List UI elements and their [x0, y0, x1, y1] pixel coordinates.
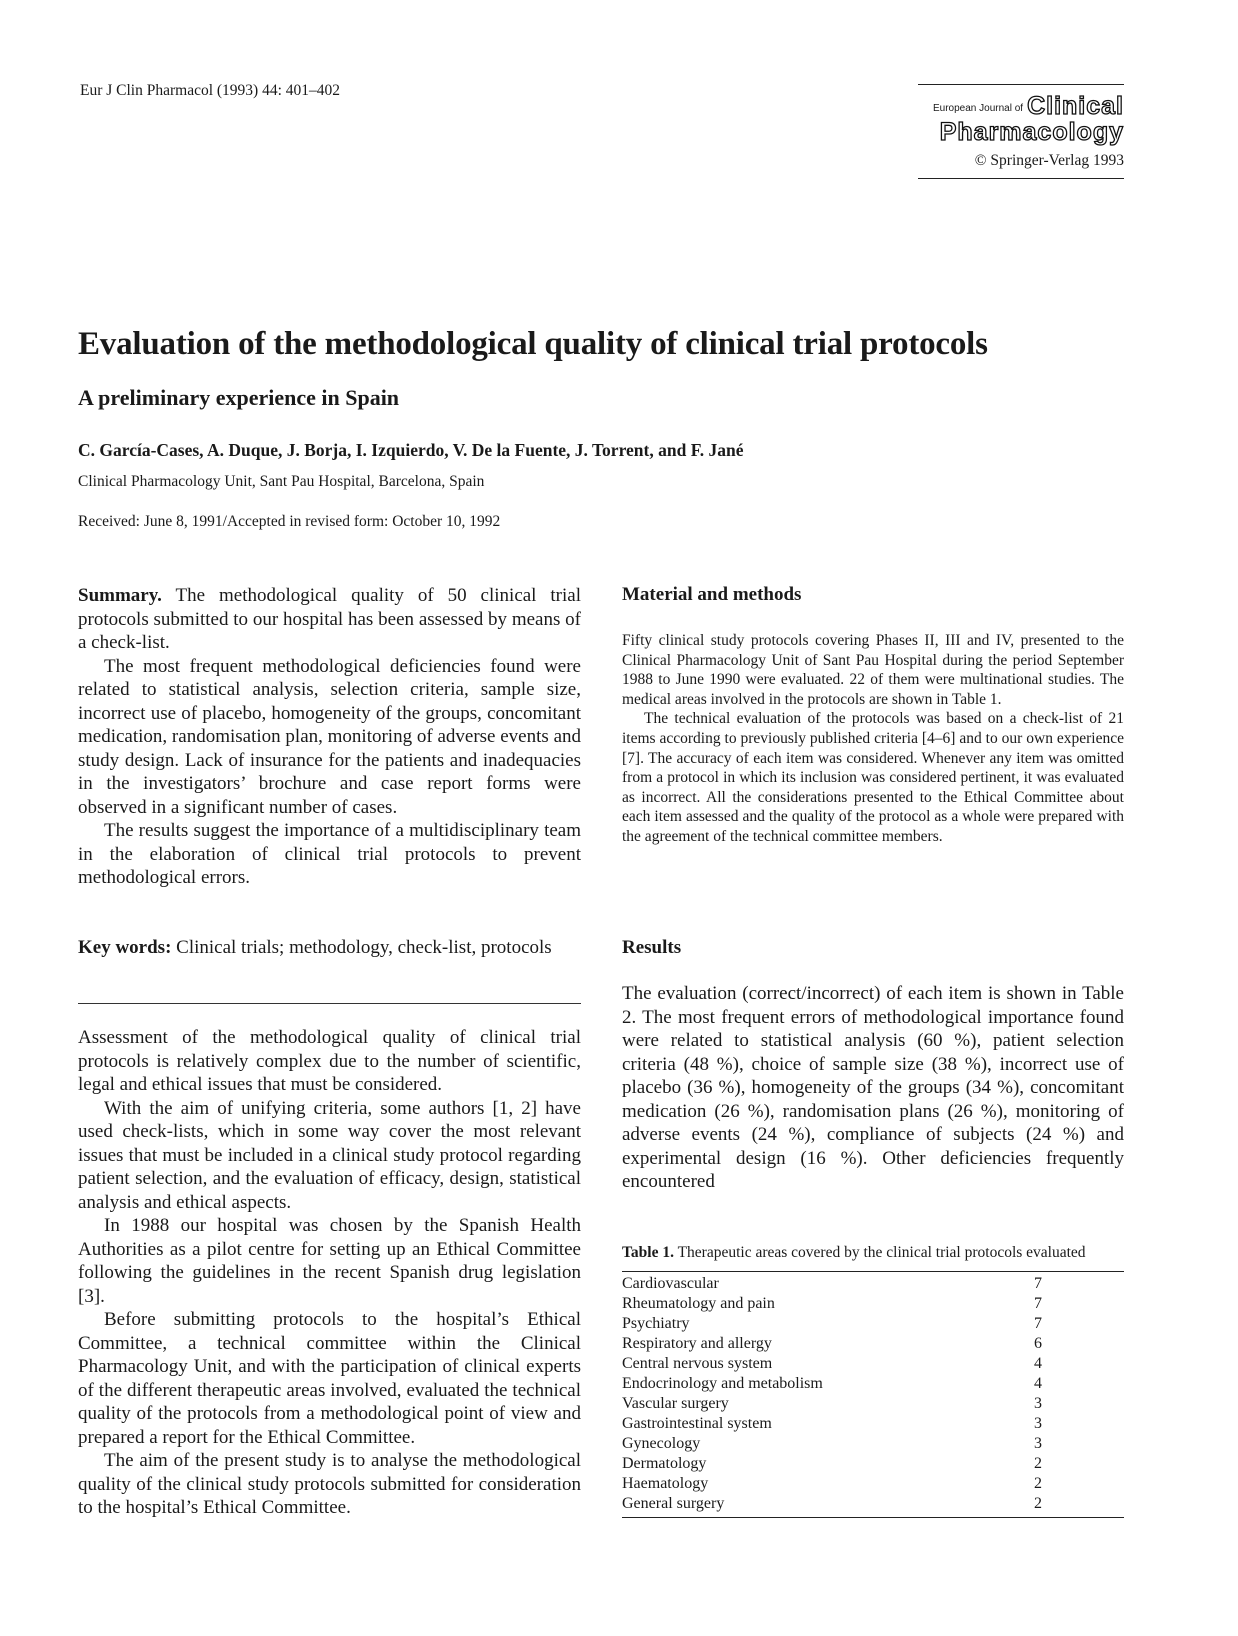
table-row: [622, 1454, 1124, 1474]
body-paragraph: The aim of the present study is to analyse the methodological quality of the clinical study protocols submitted for consideration to the hospital’s Ethical Committee.: [78, 1450, 581, 1518]
table-caption: [622, 1243, 1124, 1263]
body-paragraph: The technical evaluation of the protocols was based on a check-list of 21 items according to previously published criteria [4–6] and to our own experience [7]. The accuracy of each item was considered. Whenever any item was omitted from a protocol in which its inclusion was considered pertinent, it was evaluated as incorrect. All the considerations presented to the Ethical Committee about each item assessed and the quality of the protocol as a whole were prepared with the agreement of the technical committee members.: [622, 710, 1124, 845]
summary-text: The methodological quality of 50 clinical trial protocols submitted to our hospital has been assessed by means of a check-list.: [78, 585, 581, 653]
summary-paragraph: The most frequent methodological deficiencies found were related to statistical analysis, selection criteria, sample size, incorrect use of placebo, homogeneity of the groups, concomitant medication, randomisation plan, monitoring of adverse events and study design. Lack of insurance for the patients and inadequacies in the investigators’ brochure and case report forms were observed in a significant number of cases.: [78, 655, 581, 818]
therapeutic-area-cell: Vascular surgery: [622, 1394, 729, 1412]
journal-word-pharmacology: Pharmacology: [939, 118, 1124, 146]
journal-citation: Eur J Clin Pharmacol (1993) 44: 401–402: [80, 82, 341, 99]
table-row: [622, 1394, 1124, 1414]
summary-paragraph: The results suggest the importance of a multidisciplinary team in the elaboration of clinical trial protocols to prevent methodological errors.: [78, 820, 581, 888]
protocol-count-cell: 7: [1034, 1294, 1042, 1312]
body-paragraph: Assessment of the methodological quality of clinical trial protocols is relatively complex due to the number of scientific, legal and ethical issues that must be considered.: [78, 1027, 581, 1095]
journal-prefix: European Journal of: [933, 103, 1024, 114]
table-top-rule: [622, 1271, 1124, 1272]
section-divider: [78, 1003, 581, 1004]
methods-section: [622, 631, 1124, 847]
article-subtitle: A preliminary experience in Spain: [78, 385, 400, 410]
article-title: Evaluation of the methodological quality of clinical trial protocols: [78, 326, 988, 362]
therapeutic-area-cell: Endocrinology and metabolism: [622, 1374, 823, 1392]
protocol-count-cell: 3: [1034, 1414, 1042, 1432]
summary-paragraph: [78, 584, 581, 655]
methods-heading: Material and methods: [622, 584, 802, 605]
table-bottom-rule: [622, 1517, 1124, 1518]
table-row: [622, 1274, 1124, 1294]
author-list: C. García-Cases, A. Duque, J. Borja, I. Izquierdo, V. De la Fuente, J. Torrent, and F. Jané: [78, 440, 744, 460]
table-row: [622, 1414, 1124, 1434]
therapeutic-area-cell: Cardiovascular: [622, 1274, 719, 1292]
protocol-count-cell: 7: [1034, 1274, 1042, 1292]
summary-section: [78, 584, 581, 890]
therapeutic-area-cell: Rheumatology and pain: [622, 1294, 775, 1312]
keywords-text: Clinical trials; methodology, check-list, protocols: [171, 937, 552, 958]
table-row: [622, 1294, 1124, 1314]
protocol-count-cell: 2: [1034, 1474, 1042, 1492]
therapeutic-area-cell: Gastrointestinal system: [622, 1414, 772, 1432]
introduction-section: [78, 1026, 581, 1520]
table-row: [622, 1334, 1124, 1354]
body-paragraph: In 1988 our hospital was chosen by the Spanish Health Authorities as a pilot centre for setting up an Ethical Committee following the guidelines in the recent Spanish drug legislation [3].: [78, 1215, 581, 1307]
protocol-count-cell: 6: [1034, 1334, 1042, 1352]
table-row: [622, 1494, 1124, 1514]
protocol-count-cell: 7: [1034, 1314, 1042, 1332]
results-section: [622, 982, 1124, 1194]
protocol-count-cell: 2: [1034, 1454, 1042, 1472]
results-heading: Results: [622, 937, 682, 958]
protocol-count-cell: 2: [1034, 1494, 1042, 1512]
protocol-count-cell: 4: [1034, 1354, 1042, 1372]
body-paragraph: The evaluation (correct/incorrect) of each item is shown in Table 2. The most frequent errors of methodological importance found were related to statistical analysis (60 %), patient selection criteria (48 %), choice of sample size (38 %), incorrect use of placebo (36 %), homogeneity of the groups (34 %), concomitant medication (26 %), randomisation plans (26 %), monitoring of adverse events (24 %), compliance of subjects (24 %) and experimental design (16 %). Other deficiencies frequently encountered: [622, 983, 1124, 1192]
therapeutic-areas-table: [622, 1274, 1124, 1514]
table-row: [622, 1314, 1124, 1334]
affiliation: Clinical Pharmacology Unit, Sant Pau Hospital, Barcelona, Spain: [78, 473, 485, 490]
therapeutic-area-cell: Haematology: [622, 1474, 709, 1492]
therapeutic-area-cell: Dermatology: [622, 1454, 707, 1472]
table-label: Table 1.: [622, 1244, 674, 1261]
therapeutic-area-cell: Gynecology: [622, 1434, 701, 1452]
table-row: [622, 1354, 1124, 1374]
table-row: [622, 1374, 1124, 1394]
therapeutic-area-cell: Central nervous system: [622, 1354, 773, 1372]
keywords-label: Key words:: [78, 937, 172, 958]
table-row: [622, 1474, 1124, 1494]
publisher-copyright: © Springer-Verlag 1993: [974, 152, 1124, 169]
protocol-count-cell: 4: [1034, 1374, 1042, 1392]
journal-word-clinical: Clinical: [1027, 92, 1124, 120]
body-paragraph: With the aim of unifying criteria, some authors [1, 2] have used check-lists, which in some way cover the most relevant issues that must be included in a clinical study protocol regarding patient selection, and the evaluation of efficacy, design, statistical analysis and ethical aspects.: [78, 1097, 581, 1213]
summary-label: Summary.: [78, 585, 162, 606]
table-caption-text: Therapeutic areas covered by the clinical trial protocols evaluated: [673, 1244, 1086, 1261]
journal-logo: [918, 84, 1124, 179]
protocol-count-cell: 3: [1034, 1434, 1042, 1452]
therapeutic-area-cell: Respiratory and allergy: [622, 1334, 772, 1352]
protocol-count-cell: 3: [1034, 1394, 1042, 1412]
logo-bottom-rule: [918, 178, 1124, 179]
body-paragraph: Fifty clinical study protocols covering Phases II, III and IV, presented to the Clinical Pharmacology Unit of Sant Pau Hospital during the period September 1988 to June 1990 were evaluated. 22 of them were multinational studies. The medical areas involved in the protocols are shown in Table 1.: [622, 632, 1124, 708]
keywords-section: [78, 936, 581, 960]
received-dates: Received: June 8, 1991/Accepted in revised form: October 10, 1992: [78, 513, 501, 530]
logo-top-rule: [918, 84, 1124, 85]
table-row: [622, 1434, 1124, 1454]
body-paragraph: Before submitting protocols to the hospital’s Ethical Committee, a technical committee within the Clinical Pharmacology Unit, and with the participation of clinical experts of the different therapeutic areas involved, evaluated the technical quality of the protocols from a methodological point of view and prepared a report for the Ethical Committee.: [78, 1309, 581, 1448]
therapeutic-area-cell: Psychiatry: [622, 1314, 690, 1332]
table-1: [622, 1243, 1124, 1518]
therapeutic-area-cell: General surgery: [622, 1494, 725, 1512]
